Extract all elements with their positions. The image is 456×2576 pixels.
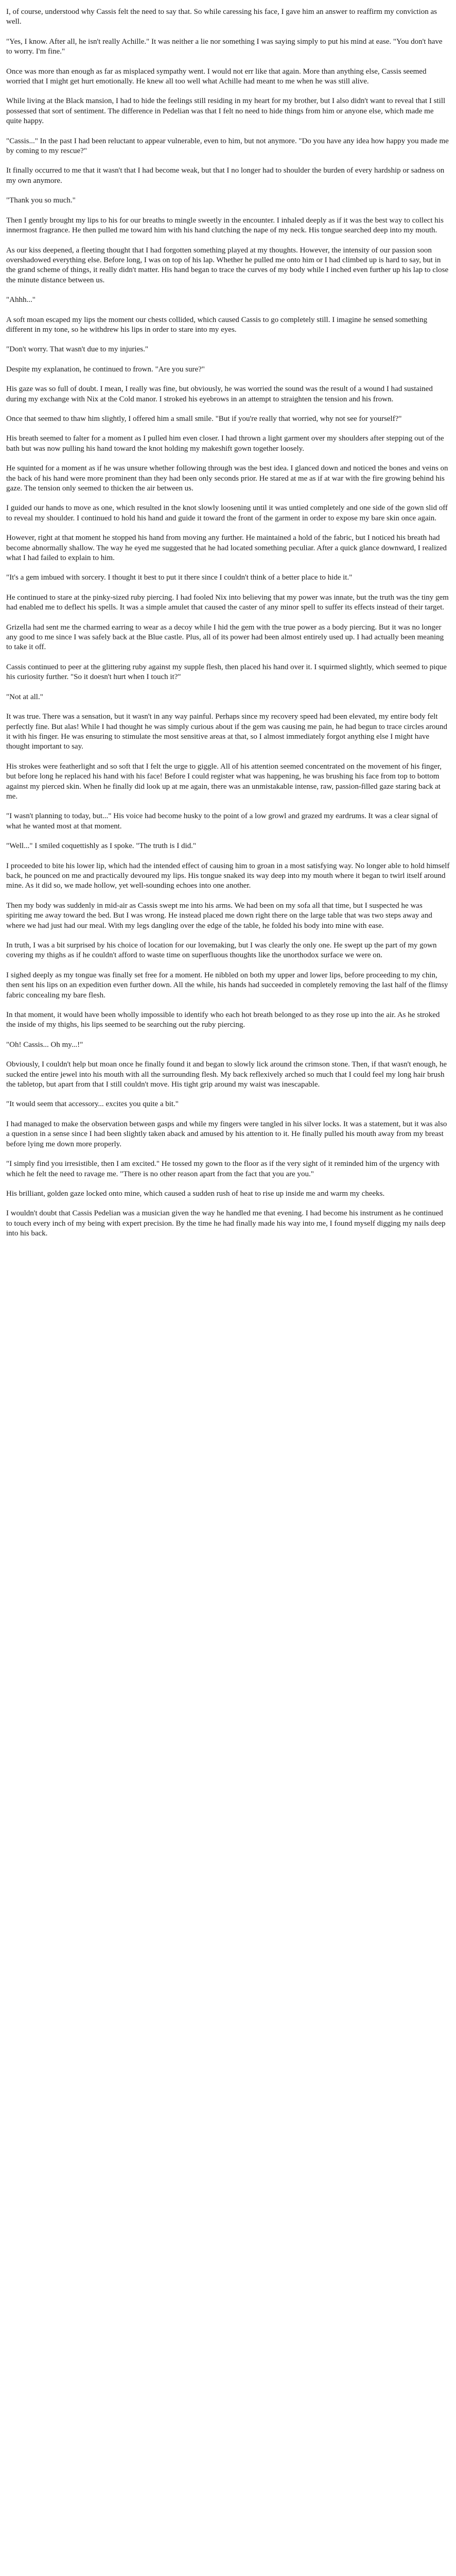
story-paragraph: "Oh! Cassis... Oh my...!" [6,1040,83,1049]
story-paragraph: Once was more than enough as far as misplaced sympathy went. I would not err like that again. More than anything else, Cassis seemed worried that I might get hurt emotionally. He knew all too well what Achille had meant to me when he was still alive. [6,67,427,86]
story-paragraph: Then my body was suddenly in mid-air as Cassis swept me into his arms. We had been on my sofa all that time, but I suspected he was spiriting me away toward the bed. But I was wrong. He instead placed me down right there on the large table that was two steps away and where we had just had our meal. With my legs dangling over the edge of the table, he folded his body into mine with ease. [6,901,432,930]
story-paragraph: I had managed to make the observation between gasps and while my fingers were tangled in his silver locks. It was a statement, but it was also a question in a sense since I had been slightly taken aback and amused by his attention to it. He finally pulled his mouth away from my breast before lying me down more properly. [6,1120,447,1148]
story-paragraph: Obviously, I couldn't help but moan once he finally found it and began to slowly lick around the crimson stone. Then, if that wasn't enough, he sucked the entire jewel into his mouth with all the surrounding flesh. My back reflexively arched so much that I could feel my long hair brush the tabletop, but apart from that I still couldn't move. His tight grip around my waist was inescapable. [6,1060,447,1089]
story-paragraph: Then I gently brought my lips to his for our breaths to mingle sweetly in the encounter. I inhaled deeply as if it was the best way to collect his innermost fragrance. He then pulled me toward him with his hand clutching the nape of my neck. His tongue searched deep into my mouth. [6,216,444,235]
story-paragraph: A soft moan escaped my lips the moment our chests collided, which caused Cassis to go completely still. I imagine he sensed something different in my tone, so he withdrew his lips in order to stare into my eyes. [6,315,428,334]
story-paragraph: It finally occurred to me that it wasn't that I had become weak, but that I no longer had to shoulder the burden of every hardship or sadness on my own anymore. [6,166,445,185]
story-paragraph: "Thank you so much." [6,196,76,205]
story-paragraph: His brilliant, golden gaze locked onto mine, which caused a sudden rush of heat to rise up inside me and warm my cheeks. [6,1189,385,1198]
story-paragraph: "I wasn't planning to today, but..." His voice had become husky to the point of a low growl and grazed my eardrums. It was a clear signal of what he wanted most at that moment. [6,812,438,831]
story-paragraph: "Not at all." [6,692,43,701]
story-paragraph: "Yes, I know. After all, he isn't really Achille." It was neither a lie nor something I was saying simply to put his mind at ease. "You don't have to worry. I'm fine." [6,37,443,56]
story-paragraph: "Ahhh..." [6,296,36,304]
story-paragraph: As our kiss deepened, a fleeting thought that I had forgotten something played at my thoughts. However, the intensity of our passion soon overshadowed everything else. Before long, I was on top of his lap. Whether he pulled me onto him or I had climbed up is hard to say, but in the grand scheme of things, it really didn't matter. His hand began to trace the curves of my body while I inched even further up his lap to close the minute distance between us. [6,246,449,284]
story-paragraph: His strokes were featherlight and so soft that I felt the urge to giggle. All of his attention seemed concentrated on the movement of his finger, but before long he replaced his hand with his face! Before I could register what was happening, he was brushing his face from top to bottom against my pierced skin. When he finally did look up at me again, there was an unmistakable intense, raw, passion-filled gaze staring back at me. [6,762,442,801]
story-paragraph: His breath seemed to falter for a moment as I pulled him even closer. I had thrown a light garment over my shoulders after stepping out of the bath but was now pulling his hand toward the knot holding my makeshift gown together loosely. [6,434,444,453]
story-paragraph: While living at the Black mansion, I had to hide the feelings still residing in my heart for my brother, but I also didn't want to reveal that I still possessed that sort of sentiment. The difference in Pedelian was that I felt no need to hide things from him or anyone else, which made me quite happy. [6,97,446,126]
story-paragraph: I guided our hands to move as one, which resulted in the knot slowly loosening until it was untied completely and one side of the gown slid off to reveal my shoulder. I continued to hold his hand and guide it toward the front of the garment in order to expose my bare skin once again. [6,504,448,522]
story-paragraph: His gaze was so full of doubt. I mean, I really was fine, but obviously, he was worried the sound was the result of a wound I had sustained during my exchange with Nix at the Cold manor. I stroked his eyebrows in an attempt to straighten the tension and his frown. [6,385,433,403]
story-paragraph: Grizella had sent me the charmed earring to wear as a decoy while I hid the gem with the true power as a body piercing. But it was no longer any good to me since I was safely back at the Blue castle. Plus, all of its power had been almost entirely used up. I had actually been meaning to take it off. [6,623,444,652]
story-paragraph: I, of course, understood why Cassis felt the need to say that. So while caressing his face, I gave him an answer to reaffirm my conviction as well. [6,8,437,26]
story-paragraph: "It's a gem imbued with sorcery. I thought it best to put it there since I couldn't think of a better place to hide it." [6,573,353,582]
story-paragraph: "Don't worry. That wasn't due to my injuries." [6,345,148,354]
story-paragraph: "It would seem that accessory... excites you quite a bit." [6,1100,179,1109]
story-paragraph: In truth, I was a bit surprised by his choice of location for our lovemaking, but I was clearly the only one. He swept up the part of my gown covering my thighs as if he couldn't afford to waste time on superfluous thoughts like the unorthodox surface we were on. [6,941,437,960]
story-paragraph: He squinted for a moment as if he was unsure whether following through was the best idea. I glanced down and noticed the bones and veins on the back of his hand were more prominent than they had been only seconds prior. He stared at me as if at war with the fire growing behind his gaze. The tension only seemed to thicken the air between us. [6,464,448,493]
story-paragraph: However, right at that moment he stopped his hand from moving any further. He maintained a hold of the fabric, but I noticed his breath had become abnormally shallow. The way he eyed me suggested that he had located something peculiar. After a quick glance downward, I realized what I had failed to explain to him. [6,534,447,563]
story-paragraph: Despite my explanation, he continued to frown. "Are you sure?" [6,365,205,374]
story-paragraph: "Cassis..." In the past I had been reluctant to appear vulnerable, even to him, but not anymore. "Do you have any idea how happy you made me by coming to my rescue?" [6,137,449,156]
story-paragraph: I wouldn't doubt that Cassis Pedelian was a musician given the way he handled me that evening. I had become his instrument as he continued to touch every inch of my being with expert precision. By the time he had finally made his way into me, I found myself digging my nails deep into his back. [6,1209,446,1238]
story-paragraph: Once that seemed to thaw him slightly, I offered him a small smile. "But if you're really that worried, why not see for yourself?" [6,414,402,423]
story-paragraph: Cassis continued to peer at the glittering ruby against my supple flesh, then placed his hand over it. I squirmed slightly, which seemed to pique his curiosity further. "So it doesn't hurt when I touch it?" [6,663,447,682]
story-paragraph: "Well..." I smiled coquettishly as I spoke. "The truth is I did." [6,842,197,851]
story-paragraph: I sighed deeply as my tongue was finally set free for a moment. He nibbled on both my upper and lower lips, before proceeding to my chin, then sent his lips on an expedition even further down. All the while, his hands had succeeded in completely removing the last half of the flimsy fabric concealing my bare flesh. [6,971,448,999]
story-paragraph: He continued to stare at the pinky-sized ruby piercing. I had fooled Nix into believing that my power was innate, but the truth was the tiny gem had enabled me to deflect his spells. It was a simple amulet that caused the caster of any minor spell to suffer its effects instead of their target. [6,593,449,612]
story-paragraph: "I simply find you irresistible, then I am excited." He tossed my gown to the floor as if the very sight of it reminded him of the urgency with which he felt the need to ravage me. "There is no other reason apart from the fact that you are you." [6,1160,440,1178]
story-page [0,0,456,1247]
story-paragraph: In that moment, it would have been wholly impossible to identify who each hot breath belonged to as they rose up into the air. As he stroked the inside of my thighs, his lips seemed to be searching out the ruby piercing. [6,1011,440,1029]
story-paragraph: It was true. There was a sensation, but it wasn't in any way painful. Perhaps since my recovery speed had been elevated, my entire body felt perfectly fine. But alas! While I had thought he was simply curious about if the gem was causing me pain, he had begun to trace circles around it with his finger. He was ensuring to stimulate the most sensitive areas at that, so I almost immediately forgot anything else I might have thought important to say. [6,713,447,751]
story-paragraph: I proceeded to bite his lower lip, which had the intended effect of causing him to groan in a most satisfying way. No longer able to hold himself back, he pounced on me and practically devoured my lips. His tongue snaked its way deep into my mouth where it began to twirl itself around mine. As it did so, we made hollow, yet well-sounding echoes into one another. [6,861,450,890]
